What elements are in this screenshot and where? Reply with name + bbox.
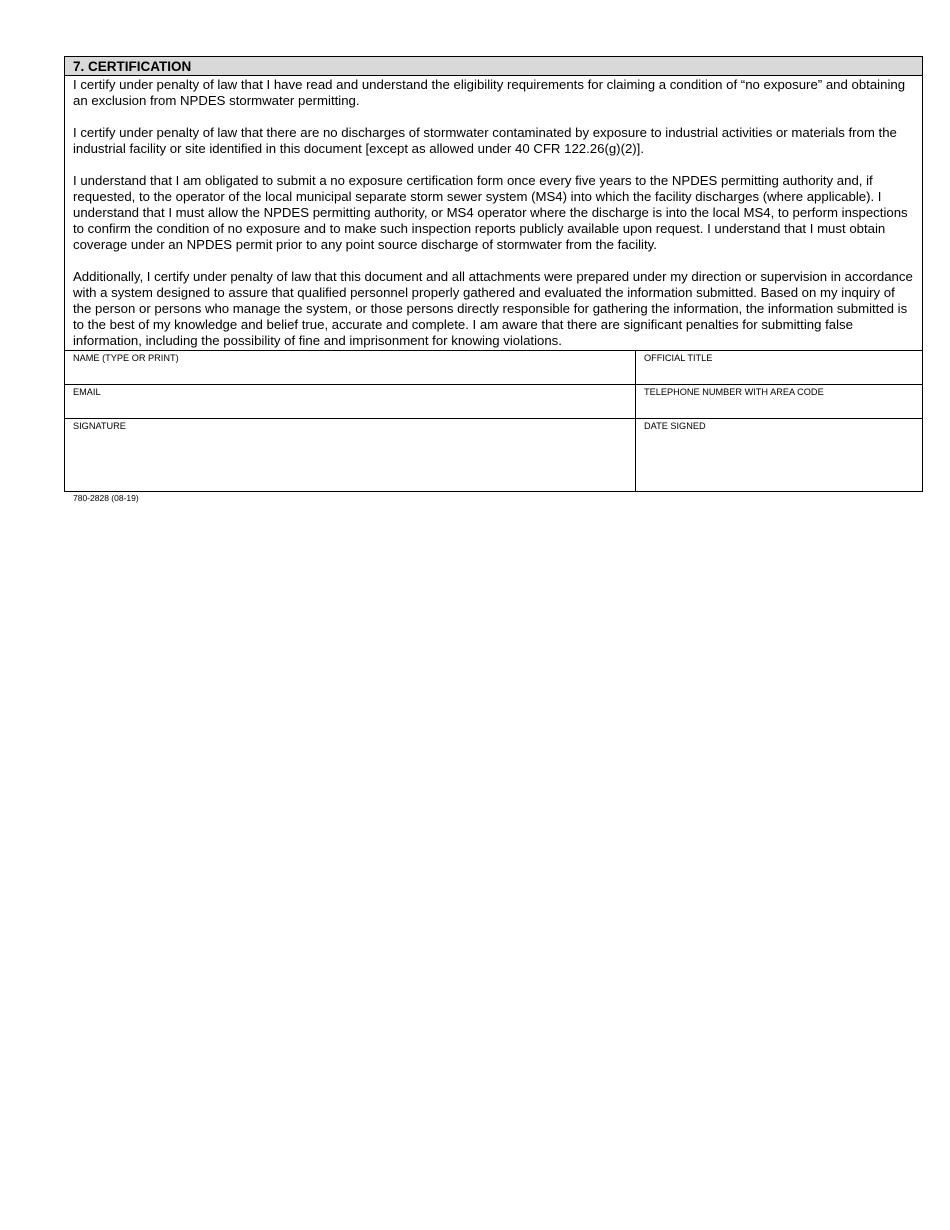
name-field-label: NAME (TYPE OR PRINT) (73, 353, 179, 363)
name-field[interactable] (65, 351, 636, 384)
signature-date-row (65, 418, 922, 491)
signature-field[interactable] (65, 419, 636, 491)
official-title-field-label: OFFICIAL TITLE (644, 353, 713, 363)
certification-paragraph-eligibility: I certify under penalty of law that I have read and understand the eligibility requirements for claiming a condition of “no exposure” and obtaining an exclusion from NPDES stormwater permitting. (73, 77, 906, 108)
signature-field-label: SIGNATURE (73, 421, 126, 431)
certification-text (65, 76, 922, 350)
date-signed-field[interactable] (636, 419, 922, 491)
telephone-field-label: TELEPHONE NUMBER WITH AREA CODE (644, 387, 824, 397)
email-field[interactable] (65, 385, 636, 418)
email-field-label: EMAIL (73, 387, 101, 397)
date-signed-field-label: DATE SIGNED (644, 421, 706, 431)
section-title: 7. CERTIFICATION (65, 57, 922, 76)
name-title-row (65, 350, 922, 384)
certification-section (64, 56, 923, 492)
official-title-field[interactable] (636, 351, 922, 384)
form-number: 780-2828 (08-19) (73, 493, 139, 503)
certification-paragraph-no-discharge: I certify under penalty of law that there are no discharges of stormwater contaminated by exposure to industrial activities or materials from the industrial facility or site identified in this document [except as allowed under 40 CFR 122.26(g)(2)]. (73, 125, 897, 156)
telephone-field[interactable] (636, 385, 922, 418)
certification-paragraph-obligations: I understand that I am obligated to submit a no exposure certification form once every five years to the NPDES permitting authority and, if requested, to the operator of the local municipal separate storm sewer system (MS4) into which the facility discharges (where applicable). I understand that I must allow the NPDES permitting authority, or MS4 operator where the discharge is into the local MS4, to perform inspections to confirm the condition of no exposure and to make such inspection reports publicly available upon request. I understand that I must obtain coverage under an NPDES permit prior to any point source discharge of stormwater from the facility. (73, 173, 908, 252)
email-phone-row (65, 384, 922, 418)
certification-paragraph-penalties: Additionally, I certify under penalty of law that this document and all attachments were prepared under my direction or supervision in accordance with a system designed to assure that qualified personnel properly gathered and evaluated the information submitted. Based on my inquiry of the person or persons who manage the system, or those persons directly responsible for gathering the information, the information submitted is to the best of my knowledge and belief true, accurate and complete. I am aware that there are significant penalties for submitting false information, including the possibility of fine and imprisonment for knowing violations. (73, 269, 913, 348)
